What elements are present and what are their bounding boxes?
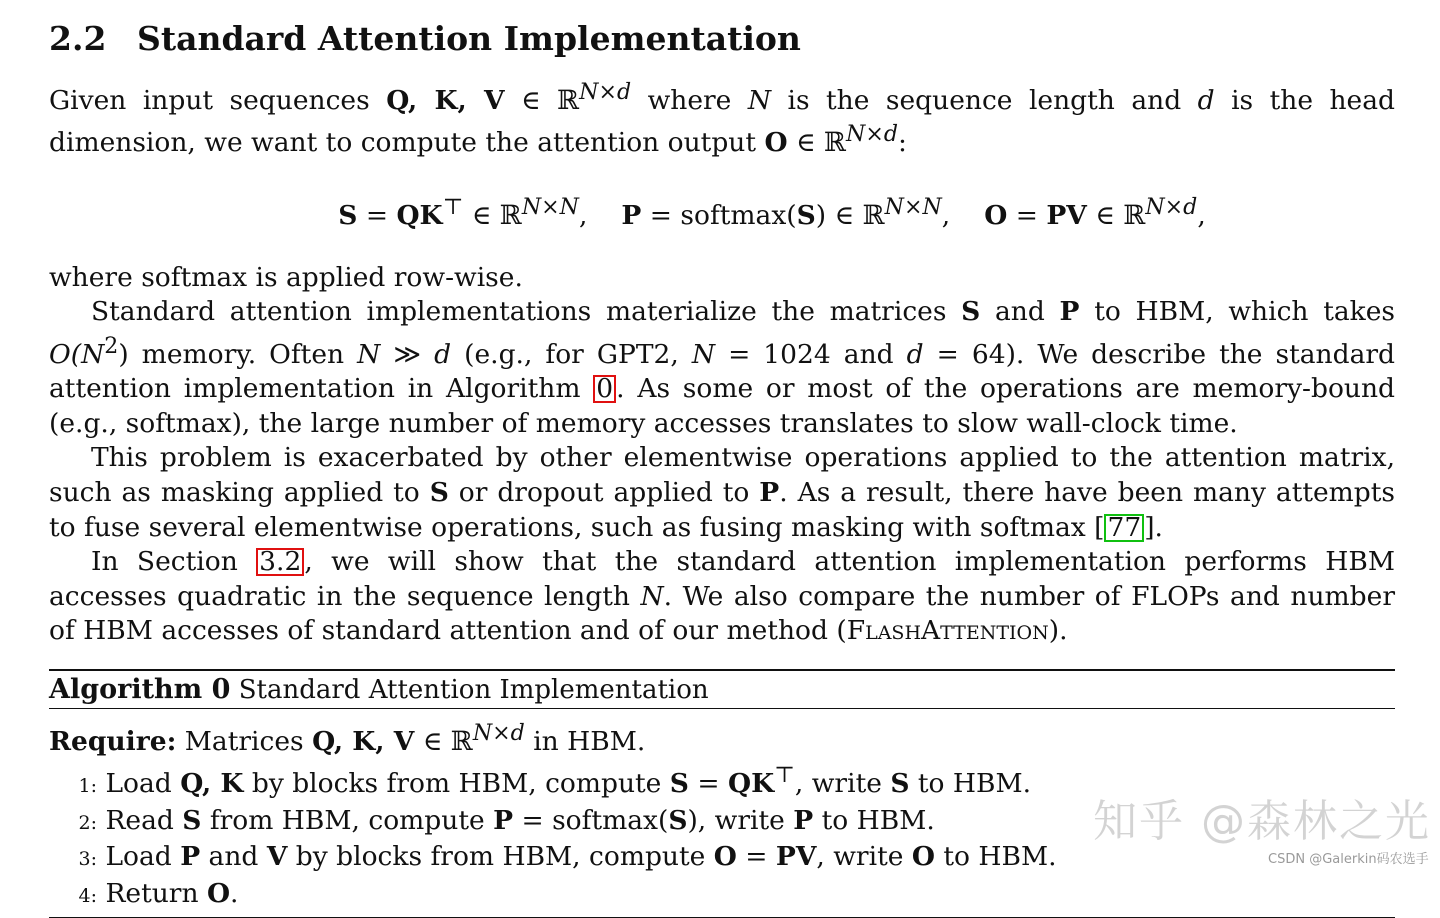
- citation-link[interactable]: 77: [1104, 514, 1144, 542]
- math-in-reals: ∈ ℝ: [463, 199, 522, 231]
- math-in-reals: ∈ ℝ: [504, 84, 580, 116]
- math-o: O: [984, 199, 1008, 231]
- math-dim: N×d: [1145, 194, 1198, 220]
- math-s: S: [669, 768, 689, 800]
- math-paren: ): [118, 338, 129, 370]
- text: Return: [105, 878, 207, 910]
- math-in-reals: ∈ ℝ: [414, 725, 473, 757]
- math-p: P: [759, 477, 780, 509]
- text: , write: [816, 841, 912, 873]
- text: = 64). We describe the standard attention implementation in Algorithm: [49, 338, 1396, 405]
- text: , we will show that the standard attention implementation performs HBM accesses quadratic in the sequence length: [49, 546, 1395, 612]
- text: .: [230, 878, 239, 910]
- math-n: N: [747, 84, 772, 116]
- math-transpose: ⊤: [774, 763, 795, 789]
- text: in HBM.: [524, 725, 646, 757]
- text: ).: [1048, 615, 1068, 647]
- math-o: O: [764, 127, 788, 159]
- math-in-reals: ∈ ℝ: [1086, 199, 1146, 231]
- math-qkv: Q, K, V: [386, 84, 505, 116]
- math-qk: Q, K: [180, 768, 244, 800]
- math-d: d: [906, 338, 924, 370]
- math-big-o: O(N: [49, 338, 105, 370]
- section-ref-link[interactable]: 3.2: [256, 548, 304, 576]
- text: Load: [105, 768, 181, 800]
- math-s: S: [182, 804, 202, 836]
- math-dim: N×N: [521, 194, 579, 220]
- math-comma: ,: [941, 199, 951, 231]
- math-qk: QK: [396, 199, 443, 231]
- text: ), write: [687, 804, 794, 836]
- text: Given input sequences: [49, 84, 387, 116]
- paragraph-elementwise: [49, 441, 1395, 545]
- text: is the head dimension, we want to compute the attention output: [49, 84, 1396, 159]
- text: . We also compare the number of FLOPs and number of HBM accesses of standard attention and of our method (: [49, 580, 1395, 647]
- line-number: 2:: [78, 811, 97, 834]
- math-d: d: [434, 338, 452, 370]
- math-n: N: [640, 580, 664, 612]
- method-name: FlashAttention: [846, 615, 1049, 647]
- math-s: S: [668, 804, 688, 836]
- math-dim: N×d: [472, 721, 525, 747]
- require-label: Require:: [49, 725, 177, 757]
- paragraph-materialize: [49, 295, 1395, 441]
- math-p: P: [1059, 296, 1080, 328]
- math-s: S: [961, 296, 981, 328]
- algorithm-ref-link[interactable]: 0: [593, 375, 616, 403]
- text: . As a result, there have been many attempts to fuse several elementwise operations, such as fusing masking with softmax [: [49, 477, 1396, 543]
- section-heading: [49, 16, 1395, 62]
- math-eq: =: [1007, 199, 1047, 231]
- math-n: N: [691, 338, 716, 370]
- text: where: [631, 84, 748, 116]
- math-eq: =: [357, 199, 397, 231]
- text: to HBM.: [909, 768, 1032, 800]
- text: :: [897, 127, 907, 159]
- csdn-watermark: CSDN @Galerkin码农选手: [1268, 852, 1429, 867]
- math-eq: =: [736, 841, 776, 873]
- math-p: P: [621, 199, 642, 231]
- math-qk: QK: [728, 768, 775, 800]
- math-s: S: [890, 768, 910, 800]
- math-s: S: [338, 199, 358, 231]
- math-n: N: [357, 338, 381, 370]
- math-in-reals: ∈ ℝ: [787, 127, 847, 159]
- line-number: 1:: [78, 775, 97, 798]
- math-eq: =: [688, 768, 728, 800]
- text: (e.g., for GPT2,: [451, 338, 692, 370]
- math-o: O: [911, 841, 935, 873]
- section-title: Standard Attention Implementation: [137, 19, 801, 58]
- text: by blocks from HBM, compute: [243, 768, 670, 800]
- math-square: 2: [104, 333, 119, 359]
- math-comma: ,: [1197, 199, 1206, 231]
- math-p: P: [793, 804, 814, 836]
- math-paren: ): [815, 199, 827, 231]
- text: ].: [1144, 511, 1163, 543]
- math-dim: N×d: [579, 80, 632, 105]
- math-qkv: Q, K, V: [312, 725, 415, 757]
- text: Load: [105, 841, 181, 873]
- math-pv: PV: [775, 841, 817, 873]
- text: Matrices: [176, 725, 313, 757]
- display-equation: [49, 191, 1395, 233]
- paragraph-rowwise: where softmax is applied row-wise.: [49, 261, 523, 293]
- math-comma: ,: [578, 199, 588, 231]
- math-in-reals: ∈ ℝ: [826, 199, 885, 231]
- text: and: [200, 841, 267, 873]
- math-p: P: [493, 804, 514, 836]
- text: Standard attention implementations materialize the matrices: [91, 296, 962, 328]
- text: is the sequence length and: [771, 84, 1198, 116]
- text: and: [980, 296, 1060, 328]
- math-s: S: [429, 477, 449, 509]
- algorithm-title: Standard Attention Implementation: [238, 675, 709, 706]
- text: . As some or most of the operations are memory-bound (e.g., softmax), the large number of memory accesses translates to slow wall-clock time.: [49, 373, 1395, 439]
- text: to HBM.: [813, 804, 935, 836]
- zhihu-watermark: 知乎 @森林之光: [1093, 796, 1431, 847]
- paragraph-section-ref: [49, 545, 1395, 649]
- math-d: d: [1197, 84, 1215, 116]
- math-s: S: [796, 199, 816, 231]
- math-o: O: [206, 878, 231, 910]
- math-v: V: [266, 841, 288, 873]
- text: by blocks from HBM, compute: [287, 841, 714, 873]
- text: to HBM, which takes: [1079, 296, 1395, 328]
- math-gg: ≫: [380, 338, 435, 370]
- line-number: 3:: [78, 848, 97, 871]
- text: memory. Often: [128, 338, 358, 370]
- algorithm-step: [49, 877, 1395, 914]
- math-softmax: = softmax(: [641, 199, 797, 231]
- line-number: 4:: [78, 885, 97, 908]
- section-number: 2.2: [49, 19, 107, 58]
- paragraph-intro: [49, 76, 1395, 161]
- math-transpose: ⊤: [442, 194, 464, 220]
- math-softmax: = softmax(: [513, 804, 669, 836]
- algorithm-label: Algorithm 0: [49, 674, 231, 706]
- text: , write: [794, 768, 891, 800]
- text: In Section: [91, 546, 257, 578]
- text: from HBM, compute: [201, 804, 494, 836]
- text: or dropout applied to: [448, 477, 760, 509]
- math-dim: N×N: [884, 194, 942, 220]
- math-pv: PV: [1046, 199, 1087, 231]
- text: Read: [105, 804, 183, 836]
- paper-page: [49, 16, 1395, 918]
- algorithm-require: [49, 717, 1395, 759]
- text: to HBM.: [934, 841, 1057, 873]
- math-o: O: [713, 841, 737, 873]
- math-dim: N×d: [846, 122, 898, 148]
- text: This problem is exacerbated by other elementwise operations applied to the attention matrix, such as masking applied to: [49, 442, 1395, 509]
- math-p: P: [180, 841, 201, 873]
- algorithm-caption: [49, 671, 1395, 709]
- text: = 1024 and: [715, 338, 907, 370]
